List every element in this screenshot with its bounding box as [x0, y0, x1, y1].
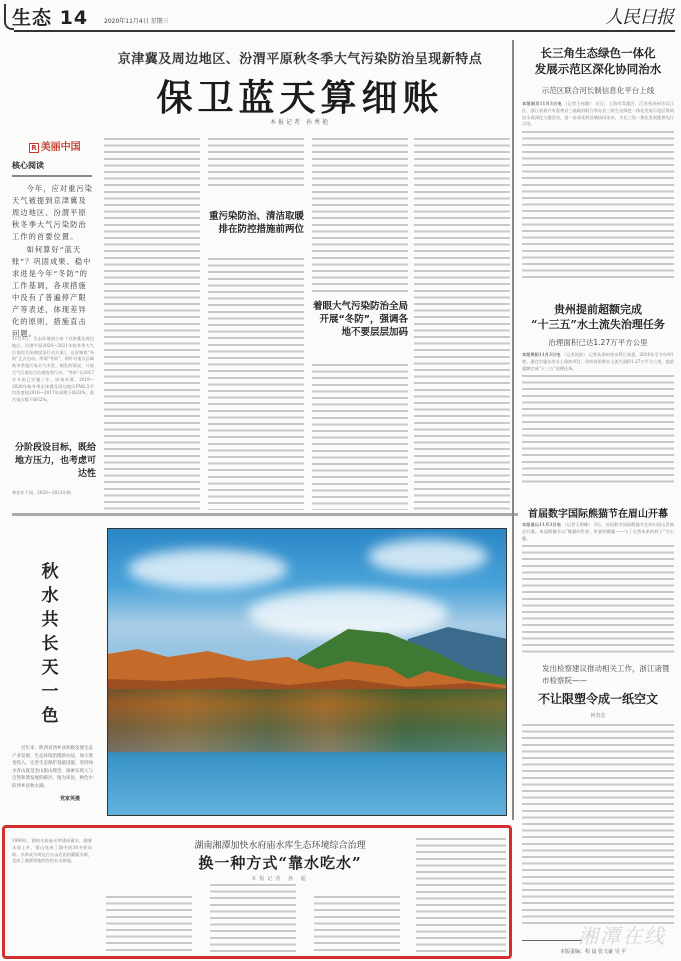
guizhou-headline-line1: 贵州提前超额完成 — [554, 303, 642, 316]
article-column-2a — [208, 138, 304, 186]
watermark: 湘潭在线 — [578, 924, 666, 948]
subhead-targets: 分阶段设目标，既给地方压力，也考虑可达性 — [14, 443, 96, 479]
reporter: （记者王明峰） — [562, 522, 593, 527]
article-intro-text: 11月3日，生态环境部公布《京津冀及周边地区、汾渭平原2020—2021年秋冬季大气污染综合治理攻坚行动方案》，这意味着“冬防”正式启动。所谓“冬防”，即针对重点区域秋冬季重污染天气多发、频发的情况，开展大气污染综合治理攻坚行动。“冬防”自2017年开始已实施三年，成效卓著。2019—2020年秋冬季京津冀及周边地区PM2.5平均浓度较2016—2017年同期下降33%，重污染天数下降52%。 — [12, 336, 94, 403]
issue-date: 2020年11月4日 星期三 — [104, 18, 169, 25]
yrd-headline-line1: 长三角生态绿色一体化 — [540, 46, 656, 60]
photo-hills — [108, 609, 507, 699]
plastic-headline[interactable]: 不让限塑令成一纸空文 — [537, 692, 658, 706]
lead-text: 近日，上海市青浦区、江苏省苏州市吴江区、浙江省嘉兴市嘉善县三地政府联合举办长三角生态绿色一体化发展示范区协同治水再深化主题活动，进一步深化跨区域协同治水，为长三角一体化发展提供先行示范。 — [522, 101, 674, 127]
bottom-column-4 — [314, 896, 400, 954]
photo-cloud — [368, 539, 488, 574]
core-reading-text — [12, 183, 94, 341]
bottom-column-5 — [416, 838, 506, 954]
bottom-article-lead: 1960年，湖南水府庙水库建成蓄水，随着水面上升，群山变成了湖中的30多座岛屿。水库成为周边百万亩农田的灌溉水源，也成了湘潭等地的饮用水水源地。 — [12, 838, 92, 864]
article-column-3a — [312, 138, 408, 296]
dateline: 本报贵阳11月3日电 — [522, 352, 561, 357]
photo-reflection — [108, 689, 506, 752]
reporter: （记者王伟健） — [563, 101, 594, 106]
core-reading-rule — [12, 175, 92, 177]
photo-vertical-title: 秋水共长天一色 — [41, 562, 59, 726]
editor-credits: 本版责编：程 晨 张文豪 吴 平 — [560, 949, 627, 955]
article-column-2b — [208, 258, 304, 510]
yrd-body — [522, 101, 674, 281]
reporter: （记者苏滨） — [561, 352, 588, 357]
section-divider — [12, 513, 518, 516]
dateline: 本报南京11月3日电 — [522, 101, 562, 106]
panda-headline[interactable]: 首届数字国际熊猫节在眉山开幕 — [528, 509, 668, 520]
guizhou-body — [522, 352, 674, 487]
dateline: 本报眉山11月3日电 — [522, 522, 562, 527]
main-article-kicker: 京津冀及周边地区、汾渭平原秋冬季大气污染防治呈现新特点 — [117, 52, 483, 67]
bottom-article-byline: 本报记者 孙 超 — [251, 876, 309, 882]
column-divider — [512, 40, 514, 820]
newspaper-logo: 人民日报 — [605, 7, 673, 28]
bottom-article-kicker: 湖南湘潭加快水府庙水库生态环境综合治理 — [194, 841, 366, 851]
photographer-credit: 党家英摄 — [60, 796, 81, 802]
yrd-headline[interactable] — [520, 45, 676, 77]
yrd-subhead: 示范区联合河长制信息化平台上线 — [541, 86, 655, 95]
brand-mark-icon: R — [31, 144, 37, 152]
column-brand — [10, 138, 100, 153]
lead-text: 3日，首届数字国际熊猫节在四川眉山青神县开幕。本届熊猫节以“熊猫的世界，世界的熊猫——与了自然本来的样子”为主题。 — [522, 522, 674, 541]
brand-label: 美丽中国 — [40, 142, 81, 153]
plastic-byline: 何贵忠 — [590, 713, 606, 719]
core-reading-label: 核心阅读 — [12, 161, 44, 170]
photo-caption: 近年来，陕西省西乡县积极发展生态产业发展，生态环境治理新办法，加大资金投入，完善生态保护基础设施，坚持绿水青山就是金山银山理念，探索实现人与自然和谐发展的路径。图为该县，秋色中的西乡县秋水湖。 — [12, 746, 93, 789]
subhead-heavy-pollution: 重污染防治、清洁取暖排在防控措施前两位 — [208, 211, 304, 235]
main-article-headline[interactable]: 保卫蓝天算细账 — [156, 78, 444, 119]
section-label: 生态 14 — [12, 7, 89, 29]
guizhou-headline[interactable] — [520, 302, 676, 332]
panda-body — [522, 522, 674, 657]
yrd-headline-line2: 发展示范区深化协同治水 — [534, 62, 662, 76]
bottom-column-3 — [210, 884, 296, 954]
guizhou-headline-line2: “十三五”水土流失治理任务 — [531, 318, 665, 331]
lead-text: 记者从贵州省水利厅获悉，2016年至今年9月底，通过实施各类水土保持项目，贵州省治理水土流失面积1.27万平方公里，提前超额完成“十三五”治理任务。 — [522, 352, 674, 371]
bottom-article-headline[interactable]: 换一种方式“靠水吃水” — [198, 854, 362, 872]
bottom-column-2 — [106, 896, 192, 954]
masthead-rule — [14, 30, 675, 32]
plastic-kicker: 发出检察建议推动相关工作，浙江诸暨市检察院—— — [542, 664, 670, 685]
core-paragraph: 如何算好“蓝天账”？巩固成果、稳中求进是今年“冬防”的工作基调，各项措施中没有了普遍停产限产等表述，体现差异化的原则，措施直击问题。 — [12, 245, 92, 338]
article-column-3b — [312, 364, 408, 510]
article-text-tail: 和往年不同，2020—2021年秋 — [12, 490, 72, 495]
subhead-overall-plan: 着眼大气污染防治全局开展“冬防”，强调各地不要层层加码 — [312, 301, 408, 338]
article-column-4 — [414, 138, 510, 510]
plastic-body — [522, 724, 674, 924]
core-paragraph: 今年，应对重污染天气被提到京津冀及周边地区、汾渭平原秋冬季大气污染防治工作的首要位置。 — [12, 184, 93, 241]
photo-cloud — [128, 549, 288, 589]
footer-rule — [522, 940, 582, 941]
guizhou-subhead: 治理面积已达1.27万平方公里 — [548, 338, 648, 347]
article-column-1 — [104, 138, 200, 510]
autumn-lake-photo[interactable] — [107, 528, 507, 816]
main-article-byline: 本报记者 孙秀艳 — [270, 119, 330, 126]
masthead — [0, 0, 681, 32]
